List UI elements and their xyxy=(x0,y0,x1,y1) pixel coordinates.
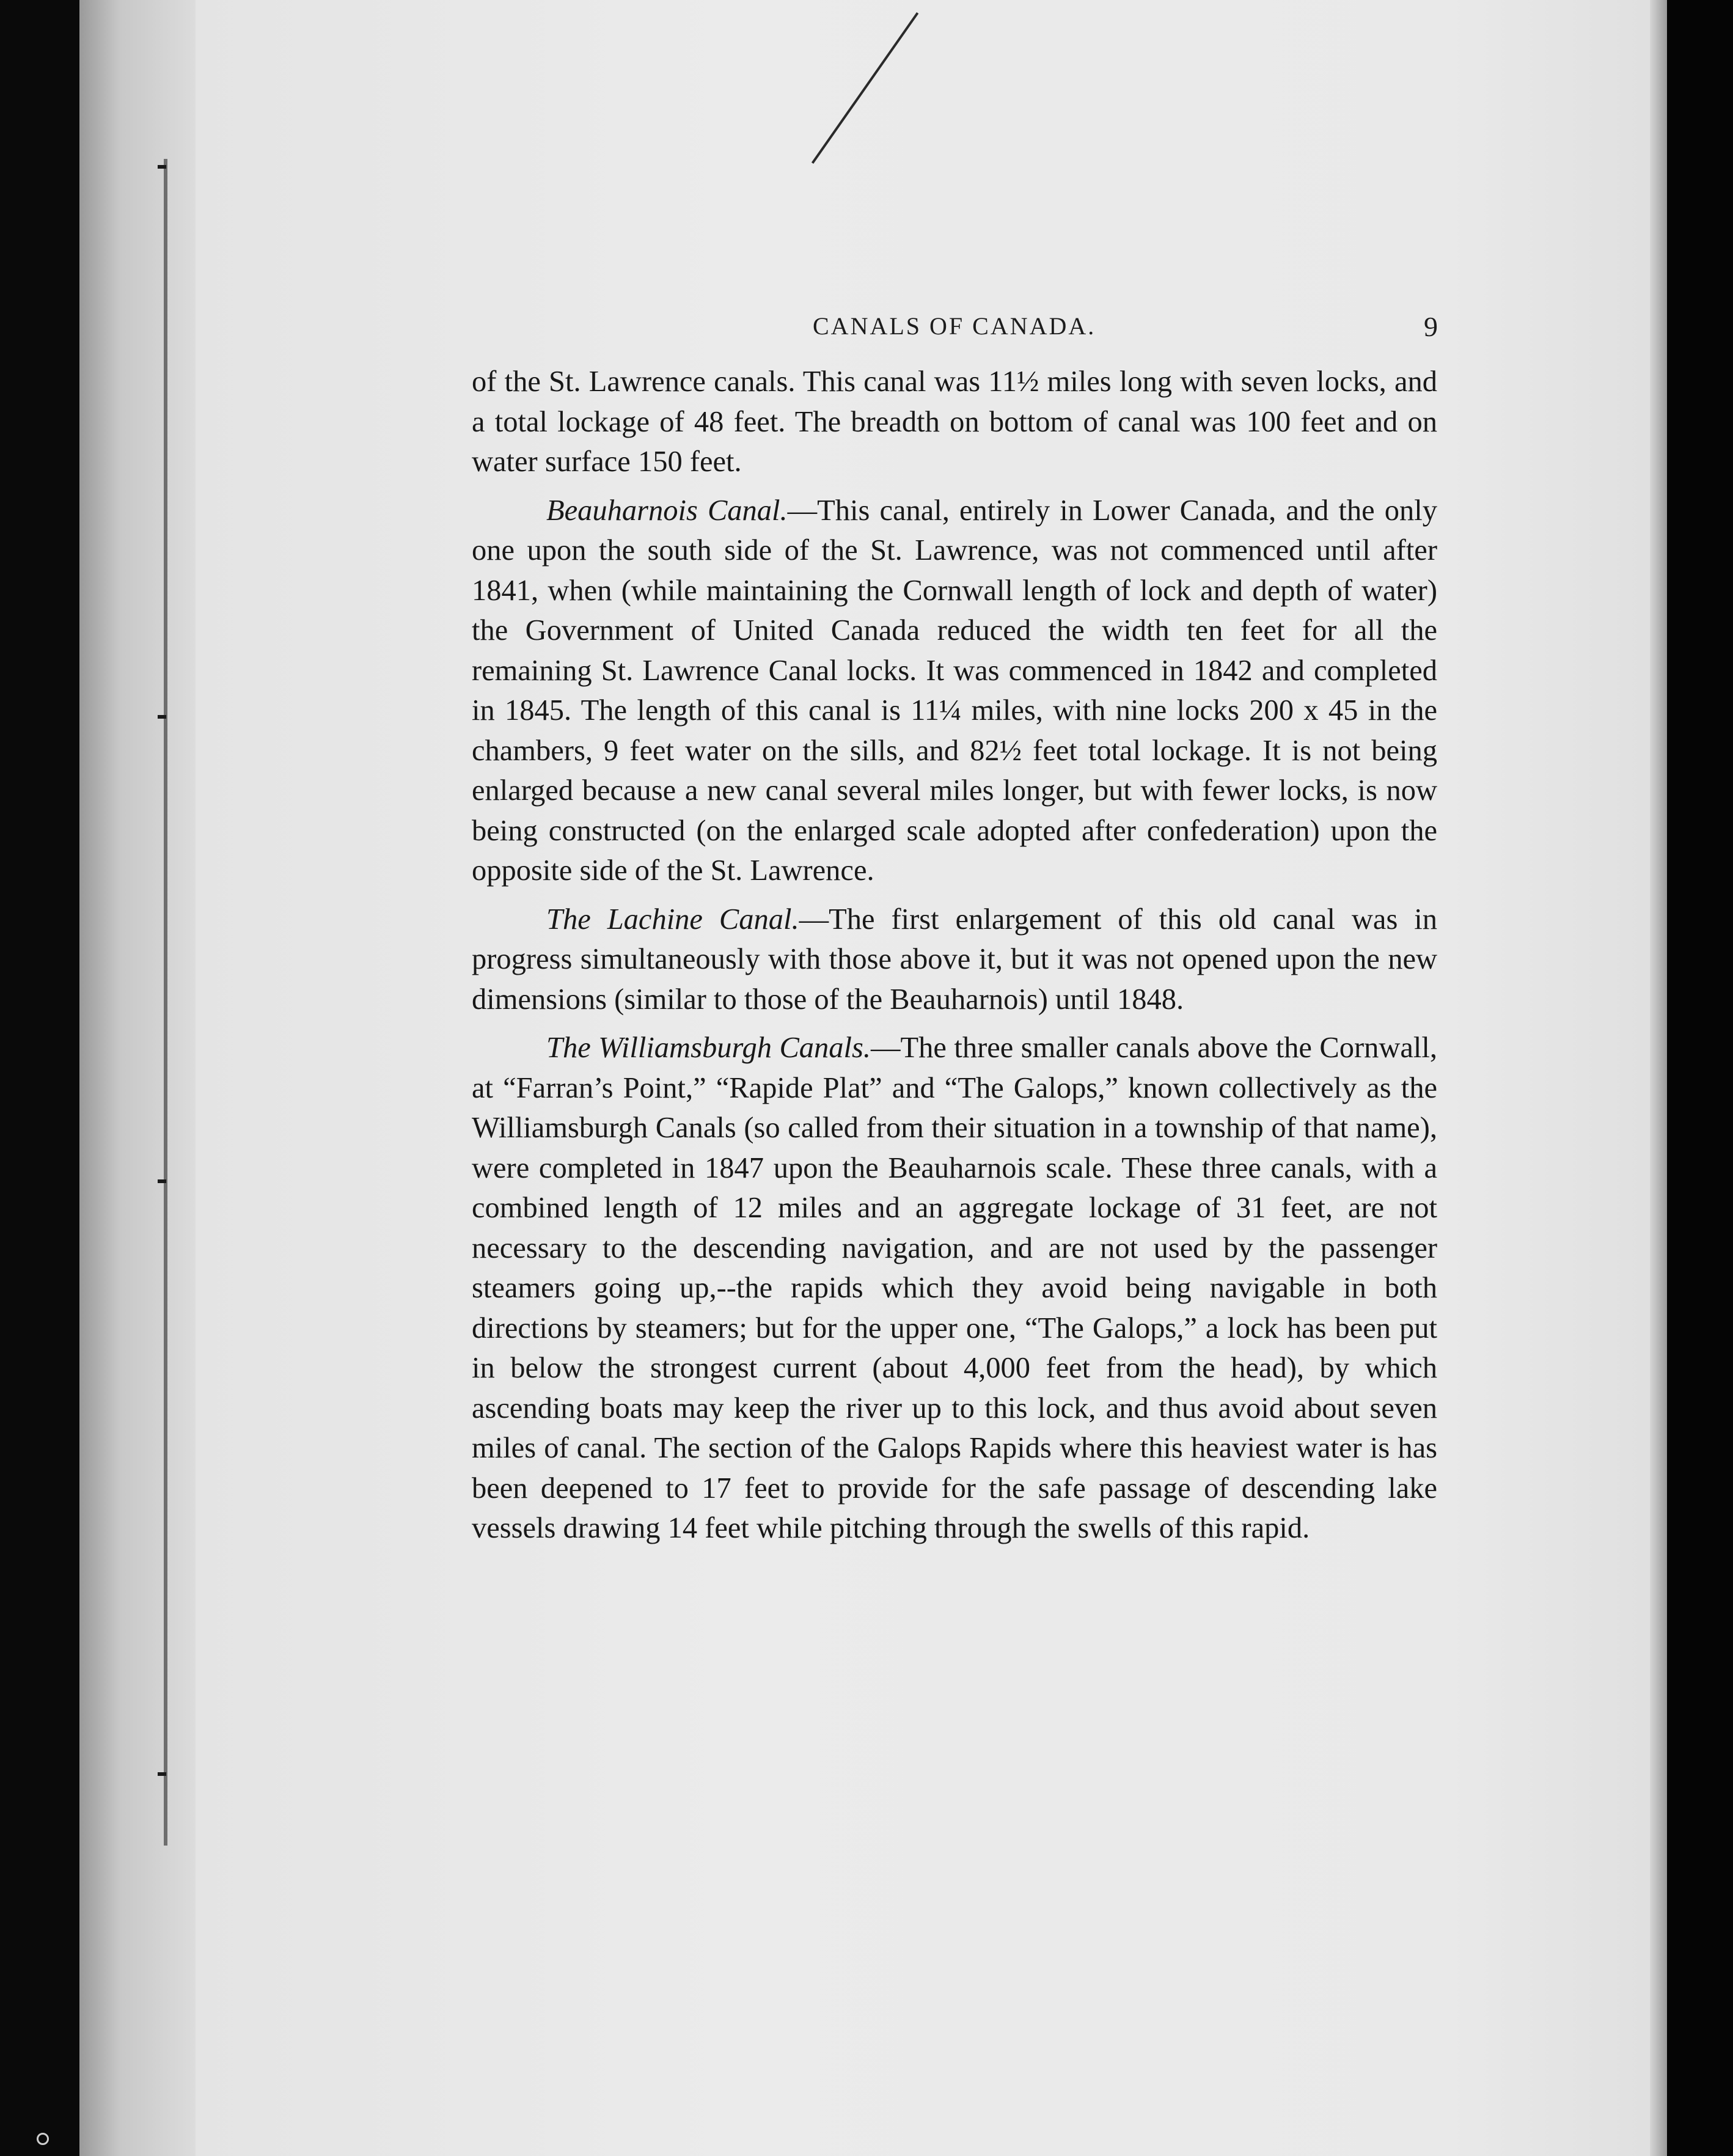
paragraph-text: of the St. Lawrence canals. This canal was 11½ miles long with seven locks, and a total lockage of 48 feet. The breadth on bottom of canal was 100 feet and on water surface 150 feet. xyxy=(472,365,1437,478)
page-gutter xyxy=(79,0,196,2156)
scan-border-right xyxy=(1667,0,1733,2156)
binding-thread xyxy=(158,165,166,169)
paragraph-text: —This canal, entirely in Lower Canada, and the only one upon the south side of the St. Lawrence, was not commenced until after 1841, when (while maintaining the Cornwall length of lock and depth of water) the Government of United Canada reduced the width ten feet for all the remaining St. Lawrence Canal locks. It was commenced in 1842 and completed in 1845. The length of this canal is 11¼ miles, with nine locks 200 x 45 in the chambers, 9 feet water on the sills, and 82½ feet total lockage. It is not being enlarged because a new canal several miles longer, but with fewer locks, is now being constructed (on the enlarged scale adopted after confederation) upon the opposite side of the St. Lawrence. xyxy=(472,494,1437,887)
binding-edge xyxy=(164,159,167,1846)
paragraph-continuation xyxy=(472,362,1437,482)
paragraph-text: —The three smaller canals above the Cornwall, at “Farran’s Point,” “Rapide Plat” and “The Galops,” known collectively as the Williamsburgh Canals (so called from their situation in a township of that name), were completed in 1847 upon the Beauharnois scale. These three canals, with a combined length of 12 miles and an aggregate lockage of 31 feet, are not necessary to the descending navigation, and are not used by the passenger steamers going up,--the rapids which they avoid being navigable in both directions by steamers; but for the upper one, “The Galops,” a lock has been put in below the strongest current (about 4,000 feet from the head), by which ascending boats may keep the river up to this lock, and thus avoid about seven miles of canal. The section of the Galops Rapids where this heaviest water is has been deepened to 17 feet to provide for the safe passage of descending lake vessels drawing 14 feet while pitching through the swells of this rapid. xyxy=(472,1032,1437,1544)
paragraph-williamsburgh xyxy=(472,1028,1437,1549)
paragraph-text: —The first enlargement of this old canal was in progress simultaneously with those above it, but it was not opened upon the new dimensions (similar to those of the Beauharnois) until 1848. xyxy=(472,903,1438,1016)
paragraph-lachine xyxy=(472,900,1437,1020)
running-head-title: CANALS OF CANADA. xyxy=(813,312,1096,340)
binding-thread xyxy=(158,1179,166,1183)
scan-corner-mark xyxy=(37,2133,49,2145)
binding-thread xyxy=(158,1772,166,1776)
paragraph-beauharnois xyxy=(472,491,1437,891)
section-heading: Beauharnois Canal. xyxy=(546,494,788,527)
page-number: 9 xyxy=(1424,311,1438,342)
section-heading: The Williamsburgh Canals. xyxy=(546,1032,871,1064)
page-edge-shadow xyxy=(1650,0,1667,2156)
section-heading: The Lachine Canal. xyxy=(546,903,799,936)
body-text xyxy=(472,362,1437,1557)
binding-thread xyxy=(158,715,166,719)
